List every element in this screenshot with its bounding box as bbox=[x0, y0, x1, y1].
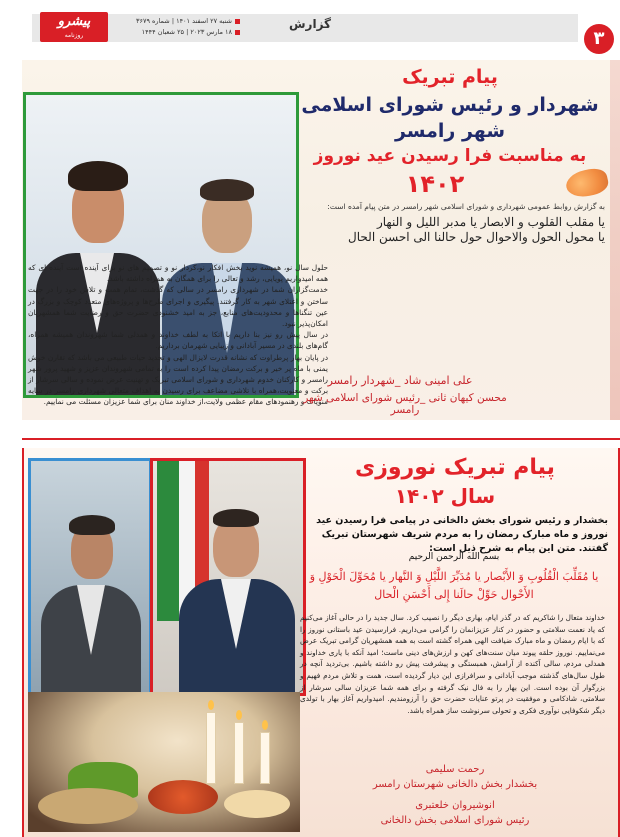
governor-figure bbox=[175, 493, 295, 693]
top-year: ۱۴۰۲ bbox=[405, 170, 465, 198]
date-line-1: شنبه ۲۷ اسفند ۱۴۰۱ | شماره ۳۶۷۹ bbox=[135, 17, 232, 25]
logo-subtitle: روزنامه bbox=[64, 32, 84, 39]
top-title-line-2: شهردار و رئیس شورای اسلامی bbox=[301, 94, 599, 116]
bottom-prayer-verse: یا مُقَلِّبَ الْقُلُوبِ وَ الأَبْصار یا مُدَبِّرَ اللَّیْلِ وَ النَّهار یا مُحَوِّلَ الْحَوْلِ وَ الأَحْوال حَوِّلْ حالَنا إِلی أَحْسَنِ الْحال bbox=[309, 570, 599, 601]
top-title-occasion: به مناسبت فرا رسیدن عید نوروز bbox=[313, 146, 587, 166]
top-intro: به گزارش روابط عمومی شهرداری و شورای اسلامی شهر رامسر در متن پیام آمده است: bbox=[327, 202, 605, 211]
signature-name: رحمت سلیمی bbox=[425, 764, 485, 775]
candle-flame-icon bbox=[262, 720, 268, 730]
verse-line-2: یا محول الحول والاحوال حول حالنا الی احسن الحال bbox=[348, 230, 605, 244]
section-title: گزارش bbox=[288, 17, 332, 31]
top-paragraph-2: خدمت‌گزاران شما در شهرداری رامسر در سالی که گذشت، تمام همت و تلاش خود را در جهت ساختن و اعتلای شهر به کار گرفتند. پیگیری و اجرای طرح‌ها و پروژه‌های متعدد کوچک و بزرگ در عین تنگناها و محدودیت‌های منابع، جز به امید خشنودی حضرت حق و رضایت شما همشهریان امکان‌پذیر نبود. bbox=[28, 285, 328, 329]
page-number-badge: ۳ bbox=[584, 24, 614, 54]
decorative-strip bbox=[610, 60, 620, 420]
candle-1 bbox=[206, 712, 216, 784]
council-head-photo bbox=[28, 458, 152, 696]
council-head-figure bbox=[41, 493, 141, 693]
candle-flame-icon bbox=[208, 700, 214, 710]
signature-title: بخشدار بخش دالخانی شهرستان رامسر bbox=[372, 779, 538, 790]
section-divider bbox=[22, 438, 620, 440]
bottom-title: پیام تبریک نوروزی bbox=[355, 455, 555, 480]
signature-name: انوشیروان خلعتبری bbox=[415, 800, 495, 811]
bullet-icon bbox=[235, 19, 240, 24]
bowl bbox=[38, 788, 138, 824]
top-paragraph-1: حلول سال نو، همیشه نوید بخش افکار نو،کردار نو و تصمیم های نو برای آینده است آینده ای که همه امیدواریم پویایی، رشد و تعالی را برای همگان به همراه داشته باشد. bbox=[28, 263, 328, 284]
bullet-icon bbox=[235, 30, 240, 35]
haft-sin-table-photo bbox=[28, 692, 300, 832]
bottom-year: سال ۱۴۰۲ bbox=[394, 484, 496, 508]
candle-flame-icon bbox=[236, 710, 242, 720]
date-line-2: ۱۸ مارس ۲۰۲۳ | ۲۵ شعبان ۱۴۴۴ bbox=[141, 28, 232, 36]
frame-left bbox=[22, 448, 24, 837]
verse-line-1: یا مقلب القلوب و الابصار یا مدبر اللیل و النهار bbox=[376, 215, 605, 229]
candle-3 bbox=[260, 732, 270, 784]
top-title-line-3: شهر رامسر bbox=[394, 120, 506, 142]
top-title-officials bbox=[300, 92, 600, 144]
top-signature-council: محسن کیهان ثانی _رئیس شورای اسلامی شهر رامسر bbox=[303, 392, 507, 416]
logo-brand: پیشرو bbox=[57, 14, 91, 29]
top-prayer-verse bbox=[305, 215, 605, 245]
bottom-signature-council bbox=[330, 798, 580, 828]
bottom-signature-governor bbox=[330, 762, 580, 792]
top-paragraph-3: در سال پیش رو نیز بنا داریم با اتکا به لطف خداوند و همدلی شما شهروندان همیشه همراه، گام‌های بلندی در مسیر آبادانی و زیبایی شهرمان برداریم. bbox=[28, 330, 328, 351]
top-signature-mayor: علی امینی شاد _شهردار رامسر bbox=[327, 374, 473, 387]
bismillah: بسم الله الرحمن الرحیم bbox=[408, 552, 500, 562]
fruit-bowl bbox=[148, 780, 218, 814]
signature-title: رئیس شورای اسلامی بخش دالخانی bbox=[380, 815, 530, 826]
top-paragraph-4: در پایان بهار پرطراوت که نشانه قدرت لایزال الهی و تجدید حیات طبیعی می باشد که تقارن خوش یمنی با ماه پر خیر و برکت رمضان پیدا کرده است را به تمامی شهروندان عزیز و شهید پرور شهر رامسر و کارکنان خدوم شهرداری و شورای اسلامی تبریک و تهنیت عرض نموده و سالی سرشار از برکت و معنویت،همراه با تلاشی مضاعف برای رسیدن به اهداف متعالی شهرداری رامسر در سایه منویات و رهنمودهای مقام عظمی ولایت،از خداوند منان برای شما عزیزان مسئلت می نماییم. bbox=[28, 352, 328, 407]
issue-dates bbox=[110, 16, 240, 38]
candle-2 bbox=[234, 722, 244, 784]
bottom-body-text: خداوند متعال را شاکریم که در گذر ایام، بهاری دیگر را نصیب کرد. سال جدید را در حالی آغاز می‌کنیم که یاد نعمت سلامتی و حضور در کنار عزیزانمان را گرامی می‌داریم. فرارسیدن عید باستانی نوروز را که با ایام رمضان و ماه مبارک ضیافت الهی همراه گشته است به همه همشهریان گرامی تبریک عرض می‌نماییم. نوروز حلقه پیوند میان سنت‌های کهن و ارزش‌های دینی ماست؛ امید آنکه با یاری خداوند و همدلی مردم، سالی آکنده از آرامش، همبستگی و پیشرفت پیش رو داشته باشیم. بی‌تردید آنچه در طول سال‌های گذشته موجب آبادانی و سرافرازی این دیار گردیده است، همت و تلاش مردم فهیم و بزرگوار آن بوده است. این بهار را به فال نیک گرفته و برای همه شما عزیزان سالی سرشار از سلامتی، شادکامی و موفقیت در پرتو عنایات حضرت حق را آرزومندیم. امیدواریم آغاز بهار با تولدی دیگر شکوفایی نوآوری فکری و تحولی سرنوشت ساز همراه باشد. bbox=[300, 613, 605, 715]
governor-photo bbox=[150, 458, 306, 696]
plate bbox=[224, 790, 290, 818]
newspaper-logo bbox=[40, 12, 108, 42]
top-title-greeting: پیام تبریک bbox=[402, 66, 498, 88]
bottom-lead: بخشدار و رئیس شورای بخش دالخانی در پیامی فرا رسیدن عید نوروز و ماه مبارک رمضان را به مردم شریف شهرستان تبریک گفتند. متن این پیام به شرح ذیل است: bbox=[316, 515, 608, 554]
